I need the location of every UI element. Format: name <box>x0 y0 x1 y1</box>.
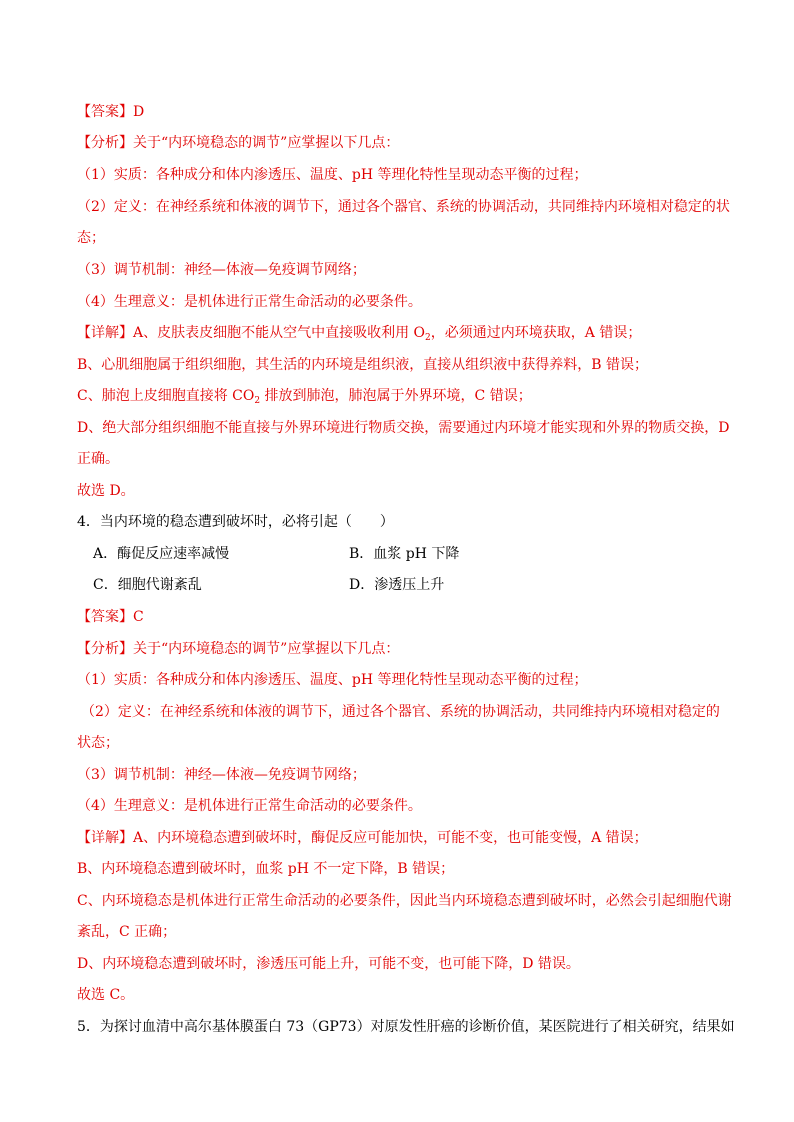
q3-detail-d2: 正确。 <box>77 451 119 467</box>
q3-detail-b: B、心肌细胞属于组织细胞，其生活的内环境是组织液，直接从组织液中获得养料，B 错误； <box>77 357 649 373</box>
q3-analysis-point-3: （3）调节机制：神经—体液—免疫调节网络； <box>77 262 366 278</box>
q3-analysis-point-2a: （2）定义：在神经系统和体液的调节下，通过各个器官、系统的协调活动，共同维持内环境相对稳定的状 <box>77 199 730 215</box>
q3-detail-c: C、肺泡上皮细胞直接将 $CO_2$ 排放到肺泡，肺泡属于外界环境，C 错误； <box>77 388 532 406</box>
q4-option-b: B．血浆 pH 下降 <box>349 546 460 562</box>
q5-stem: 5．为探讨血清中高尔基体膜蛋白 73（GP73）对原发性肝癌的诊断价值，某医院进行了相关研究，结果如 <box>77 1019 735 1035</box>
q3-detail-a: 【详解】A、皮肤表皮细胞不能从空气中直接吸收利用 $O_2$，必须通过内环境获取，A 错误； <box>77 325 642 343</box>
q4-detail-c2: 紊乱，C 正确； <box>77 924 177 940</box>
q3-detail-d1: D、绝大部分组织细胞不能直接与外界环境进行物质交换，需要通过内环境才能实现和外界的物质交换，D <box>77 420 730 436</box>
q3-conclusion: 故选 D。 <box>77 483 135 499</box>
q3-analysis-point-4: （4）生理意义：是机体进行正常生命活动的必要条件。 <box>77 294 422 310</box>
q4-analysis-point-4: （4）生理意义：是机体进行正常生命活动的必要条件。 <box>77 798 422 814</box>
answer-tag: 【答案】 <box>77 609 133 625</box>
q3-answer <box>77 102 144 122</box>
q4-analysis-point-2a: （2）定义：在神经系统和体液的调节下，通过各个器官、系统的协调活动，共同维持内环境相对稳定的 <box>81 704 720 720</box>
q4-analysis-point-2b: 状态； <box>77 735 119 751</box>
q3-analysis-intro: 【分析】关于“内环境稳态的调节”应掌握以下几点： <box>77 135 400 151</box>
q3-analysis-point-1: （1）实质：各种成分和体内渗透压、温度、pH 等理化特性呈现动态平衡的过程； <box>77 167 588 183</box>
answer-value: D <box>133 104 145 120</box>
q4-option-c: C．细胞代谢紊乱 <box>93 577 202 593</box>
q4-analysis-point-1: （1）实质：各种成分和体内渗透压、温度、pH 等理化特性呈现动态平衡的过程； <box>77 672 588 688</box>
q4-option-a: A．酶促反应速率减慢 <box>93 546 230 562</box>
q3-analysis-point-2b: 态； <box>77 230 105 246</box>
answer-value: C <box>133 609 144 625</box>
q4-detail-b: B、内环境稳态遭到破坏时，血浆 pH 不一定下降，B 错误； <box>77 861 455 877</box>
q4-stem: 4．当内环境的稳态遭到破坏时，必将引起（ ） <box>77 514 394 530</box>
q4-answer <box>77 607 144 627</box>
q4-detail-c1: C、内环境稳态是机体进行正常生命活动的必要条件，因此当内环境稳态遭到破坏时，必然会引起细胞代谢 <box>77 893 732 909</box>
analysis-tag: 【分析】 <box>77 641 133 657</box>
q4-detail-d: D、内环境稳态遭到破坏时，渗透压可能上升，可能不变，也可能下降，D 错误。 <box>77 956 580 972</box>
answer-tag: 【答案】 <box>77 104 133 120</box>
q4-conclusion: 故选 C。 <box>77 987 135 1003</box>
detail-tag: 【详解】 <box>77 830 133 846</box>
q4-option-d: D．渗透压上升 <box>349 577 445 593</box>
q4-analysis-intro: 【分析】关于“内环境稳态的调节”应掌握以下几点： <box>77 641 400 657</box>
detail-tag: 【详解】 <box>77 325 133 341</box>
analysis-tag: 【分析】 <box>77 135 133 151</box>
q4-analysis-point-3: （3）调节机制：神经—体液—免疫调节网络； <box>77 767 366 783</box>
q4-detail-a: 【详解】A、内环境稳态遭到破坏时，酶促反应可能加快，可能不变，也可能变慢，A 错误； <box>77 830 648 846</box>
